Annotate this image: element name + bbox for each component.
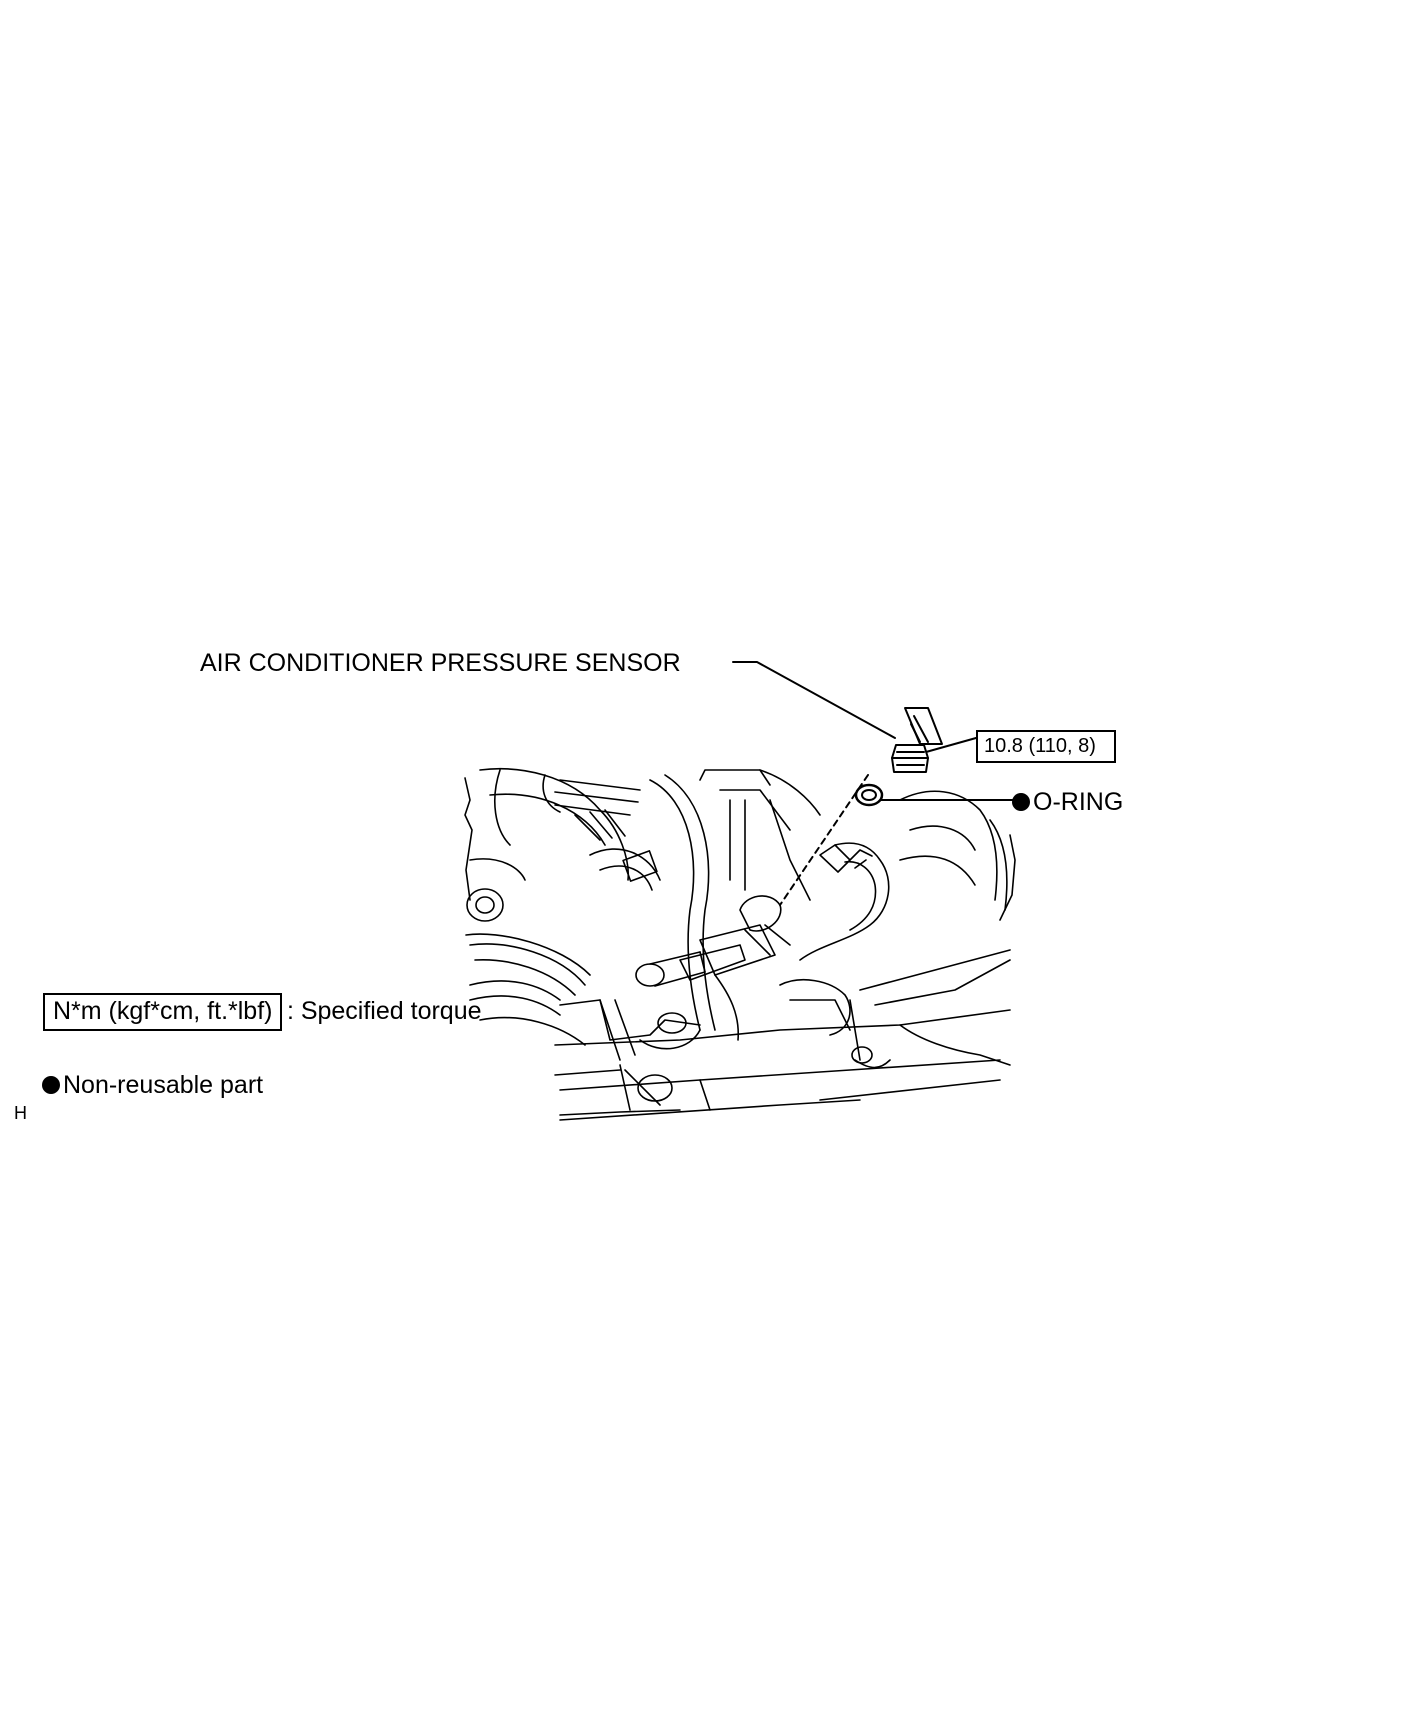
oring-label: O-RING bbox=[1033, 788, 1124, 816]
torque-legend-text: : Specified torque bbox=[286, 997, 482, 1025]
sensor-label: AIR CONDITIONER PRESSURE SENSOR bbox=[200, 649, 681, 677]
engine-bay-background bbox=[465, 769, 1015, 1120]
torque-value: 10.8 (110, 8) bbox=[984, 735, 1096, 757]
non-reusable-dot-icon bbox=[42, 1076, 60, 1094]
torque-symbol-box: N*m (kgf*cm, ft.*lbf) bbox=[43, 993, 282, 1031]
torque-legend bbox=[43, 993, 482, 1031]
corner-mark: H bbox=[14, 1103, 27, 1123]
torque-value-box bbox=[976, 730, 1116, 763]
non-reusable-dot-icon bbox=[1012, 793, 1030, 811]
nonreusable-legend-text: Non-reusable part bbox=[63, 1071, 264, 1099]
nonreusable-legend bbox=[42, 1073, 263, 1098]
oring-callout bbox=[1012, 790, 1123, 815]
o-ring-drawing bbox=[856, 785, 882, 805]
sensor-leader-line bbox=[733, 662, 895, 738]
pressure-sensor-drawing bbox=[892, 708, 942, 772]
